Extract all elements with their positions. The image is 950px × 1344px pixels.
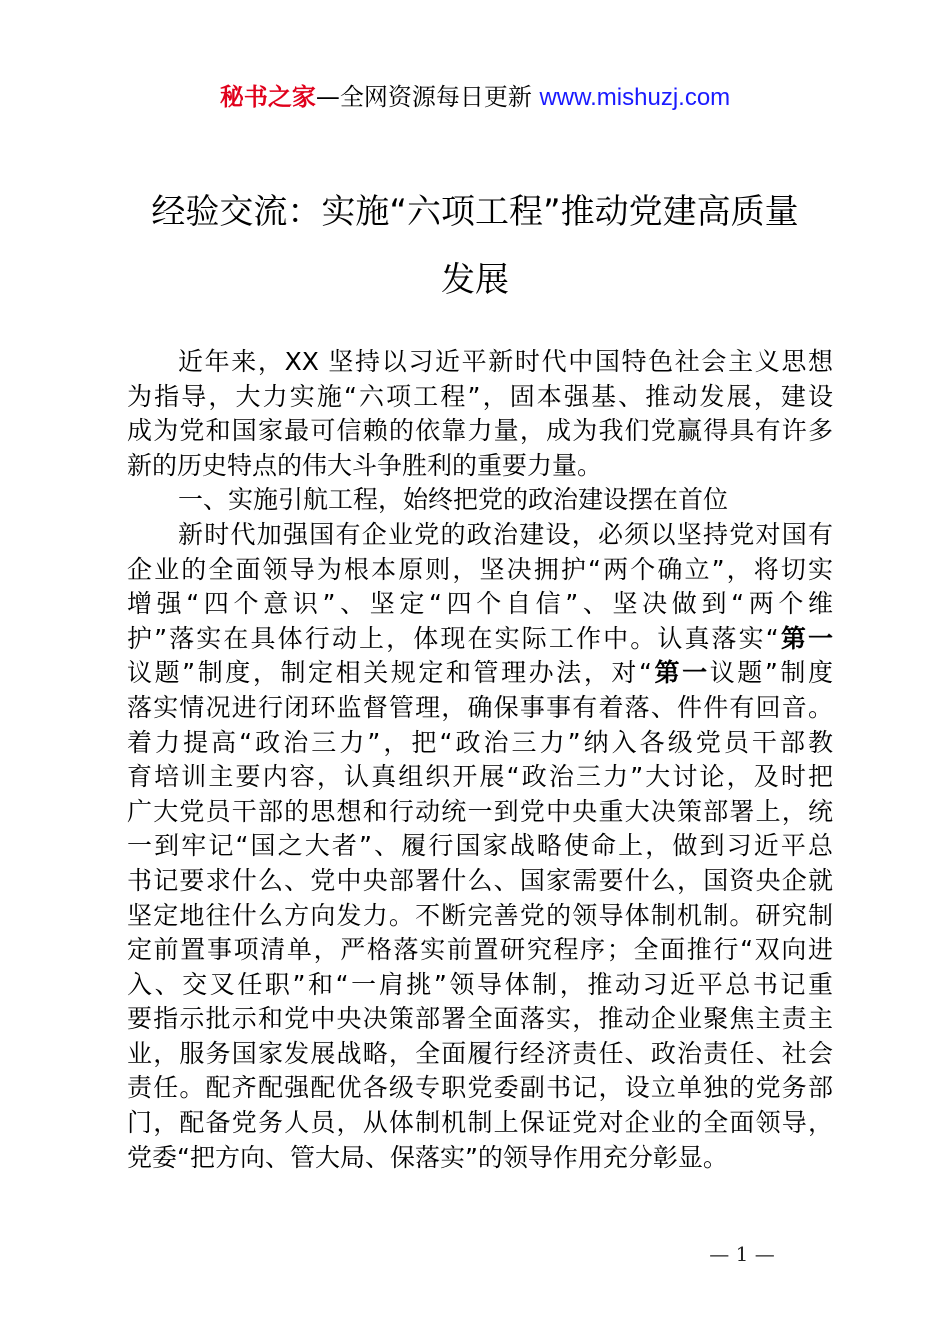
- body-line: 门，配备党务人员，从体制机制上保证党对企业的全面领导，: [127, 1108, 833, 1138]
- section-heading: 一、实施引航工程，始终把党的政治建设摆在首位: [178, 485, 729, 515]
- body-line: 近年来，XX 坚持以习近平新时代中国特色社会主义思想: [178, 347, 833, 376]
- body-line: 落实情况进行闭环监督管理，确保事事有着落、件件有回音。: [127, 692, 833, 722]
- body-line: 企业的全面领导为根本原则，坚决拥护“两个确立”，将切实: [127, 554, 833, 584]
- document-body: [127, 345, 833, 1175]
- body-line: 增强“四个意识”、坚定“四个自信”、坚决做到“两个维: [127, 589, 833, 619]
- body-line: 育培训主要内容，认真组织开展“政治三力”大讨论，及时把: [127, 762, 833, 792]
- body-line: 坚定地往什么方向发力。不断完善党的领导体制机制。研究制: [127, 900, 833, 930]
- body-line-mixed: [127, 622, 833, 657]
- body-line: 着力提高“政治三力”，把“政治三力”纳入各级党员干部教: [127, 727, 833, 757]
- banner-slogan: —全网资源每日更新: [315, 83, 540, 111]
- body-line: 业，服务国家发展战略，全面履行经济责任、政治责任、社会: [127, 1038, 833, 1068]
- body-line: 广大党员干部的思想和行动统一到党中央重大决策部署上，统: [127, 796, 833, 826]
- body-line: 要指示批示和党中央决策部署全面落实，推动企业聚焦主责主: [127, 1004, 833, 1034]
- body-line: 新时代加强国有企业党的政治建设，必须以坚持党对国有: [178, 519, 833, 549]
- body-line: 为指导，大力实施“六项工程”，固本强基、推动发展，建设: [127, 381, 833, 411]
- site-banner: [0, 80, 950, 115]
- brand-name: 秘书之家: [219, 83, 316, 111]
- body-line: 书记要求什么、党中央部署什么、国家需要什么，国资央企就: [127, 865, 833, 895]
- body-line: 一到牢记“国之大者”、履行国家战略使命上，做到习近平总: [127, 831, 833, 861]
- page-number: — 1 —: [709, 1242, 775, 1266]
- bold-emphasis: 第一: [651, 658, 710, 688]
- body-text-segment: 议题”制度，制定相关规定和管理办法，对“: [127, 658, 652, 688]
- body-text-segment: 护”落实在具体行动上，体现在实际工作中。认真落实“: [127, 623, 779, 653]
- document-title-line-2: 发展: [441, 260, 509, 300]
- document-title-line-1: 经验交流：实施“六项工程”推动党建高质量: [151, 192, 799, 232]
- body-line: 责任。配齐配强配优各级专职党委副书记，设立单独的党务部: [127, 1073, 833, 1103]
- body-line: 入、交叉任职”和“一肩挑”领导体制，推动习近平总书记重: [127, 969, 833, 999]
- body-text-segment: 议题”制度: [709, 658, 833, 688]
- body-line: 成为党和国家最可信赖的依靠力量，成为我们党赢得具有许多: [127, 416, 833, 446]
- body-line: 定前置事项清单，严格落实前置研究程序；全面推行“双向进: [127, 935, 833, 965]
- body-line-mixed: [127, 656, 833, 691]
- body-line: 新的历史特点的伟大斗争胜利的重要力量。: [127, 450, 603, 480]
- body-line: 党委“把方向、管大局、保落实”的领导作用充分彰显。: [127, 1142, 728, 1172]
- bold-emphasis: 第一: [778, 623, 833, 653]
- site-url-link[interactable]: www.mishuzj.com: [539, 84, 731, 111]
